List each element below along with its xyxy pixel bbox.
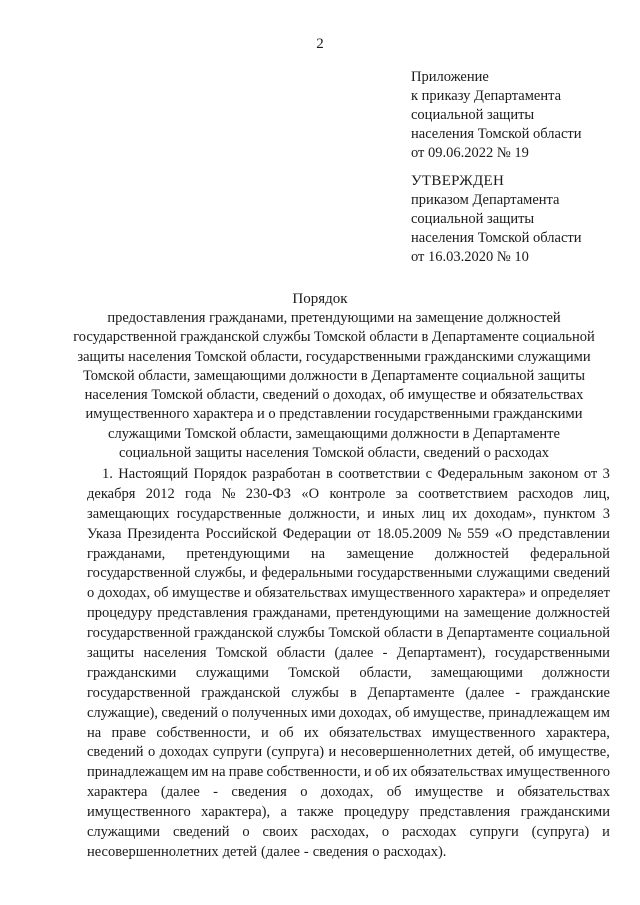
word: (далее [261,843,300,860]
word: декабря [87,485,136,502]
word: доходам», [474,505,537,522]
approval-line: населения Томской области [411,230,582,246]
word: гражданской [201,684,281,701]
word: Департамент), [396,645,486,662]
word: федеральной [530,545,610,562]
word: детей, [476,744,515,761]
subtitle-line: защиты населения Томской области, государственными гражданскими служащими [77,348,591,365]
word: должности, [288,505,360,522]
word: (супруга) [266,744,325,761]
paragraph-line [87,704,610,724]
word: федеральными [261,565,354,582]
word: - [303,843,309,860]
word: 230-ФЗ [245,485,292,502]
word: процедуру [344,804,410,821]
word: и [243,585,252,602]
word: имущественного [87,804,191,821]
appendix-line: социальной защиты [411,107,535,123]
subtitle-line: социальной защиты населения Томской области, сведений о расходах [118,445,550,462]
word: о [372,843,380,860]
paragraph-line [87,724,610,744]
paragraph-line [87,604,610,624]
word: о [221,704,229,721]
approval-line: от 16.03.2020 № 10 [411,249,529,265]
word: об [386,784,402,801]
word: а [280,804,287,821]
word: расходах). [383,843,447,860]
paragraph-line [87,664,610,684]
word: служащие), [87,704,158,721]
word: на [444,605,459,622]
word: об [395,704,410,721]
word: их [303,724,319,741]
word: имуществе [172,585,241,602]
word: имуществе [414,784,483,801]
paragraph-line [87,465,610,485]
paragraph-line [87,743,610,763]
paragraph-line [87,545,610,565]
word: сведений [172,824,230,841]
word: о [87,585,95,602]
word: должностей [535,605,610,622]
word: принадлежащем [488,704,590,721]
document-subtitle [58,309,610,463]
word: сведений [161,704,218,721]
word: на [87,724,102,741]
paragraph-line [87,763,610,783]
word: имущественного [431,724,536,741]
paragraph-line [87,783,610,803]
word: ими [311,704,336,721]
word: соответствии [338,466,421,482]
word: служащими [476,565,550,582]
word: об [278,724,294,741]
word: Департаменте [367,684,455,701]
word: представлении [518,525,610,542]
word: характера [87,784,148,801]
word: гражданскими [520,804,610,821]
word: от [357,525,371,542]
word: Порядок [193,466,247,482]
word: Томской [288,664,340,681]
word: в [325,466,333,482]
word: в [349,684,357,701]
paragraph-line [87,505,610,525]
appendix-line: к приказу Департамента [411,88,562,104]
approval-line: социальной защиты [411,211,535,227]
subtitle-line: Томской области, замещающими должности в Департаменте социальной защиты [82,367,586,384]
paragraph-line [87,525,610,545]
word: года [185,485,212,502]
word: разработан [252,466,321,482]
word: их [392,764,408,781]
word: полученных [232,704,308,721]
word: службы [291,684,339,701]
word: с [425,466,433,482]
word: сведения [312,843,369,860]
appendix-line: от 09.06.2022 № 19 [411,145,529,161]
word: служащими [87,824,161,841]
word: замещающими [430,664,523,681]
paragraph-line [87,644,610,664]
word: гражданской [194,625,274,642]
word: области, [359,664,412,681]
word: расходах, [310,824,370,841]
word: должностей [434,545,509,562]
word: № [221,485,236,502]
word: государственной [87,625,191,642]
word: об [374,764,390,781]
word: на [310,545,326,562]
word: (далее [160,784,200,801]
word: имущественного [506,764,610,781]
word: обязательствах [255,585,348,602]
word: Указа [87,525,122,542]
word: характера» [458,585,527,602]
word: обязательствах [410,764,504,781]
word: замещение [463,605,531,622]
paragraph-line [87,584,610,604]
word: принадлежащем [87,764,189,781]
subtitle-line: служащими Томской области, замещающими должности в Департаменте [108,425,560,442]
word: службы, [194,565,246,582]
word: и [367,505,375,522]
word: № [447,525,462,542]
word: праве [228,764,264,781]
word: детей [222,843,258,860]
subtitle-line: населения Томской области, сведений о доходах, об имуществе и обязательствах [84,387,584,404]
approval-heading: УТВЕРЖДЕН [411,173,505,189]
word: государственными [357,565,473,582]
appendix-block [411,68,631,163]
word: защиты [87,645,135,662]
word: замещающих [87,505,170,522]
word: службы [276,625,325,642]
word: им [592,704,610,721]
word: государственными [494,645,610,662]
approval-line: приказом Департамента [411,192,560,208]
word: характера, [545,724,610,741]
word: имущественного [351,585,455,602]
word: - [515,684,521,701]
word: претендующими [336,605,440,622]
word: должности [542,664,610,681]
word: пунктом [543,505,596,522]
word: и [260,724,269,741]
word: Томской [215,645,268,662]
word: им [191,764,209,781]
word: населения [143,645,207,662]
word: о [242,824,250,841]
word: об [153,585,169,602]
word: замещение [346,545,414,562]
word: своих [262,824,298,841]
word: и [363,764,372,781]
appendix-line: населения Томской области [411,126,582,142]
word: гражданами, [87,545,166,562]
word: имуществе, [413,704,485,721]
paragraph-line [87,624,610,644]
word: 3 [602,466,610,482]
paragraph-line [87,564,610,584]
word: обязательствах [329,724,422,741]
word: «О [494,525,513,542]
paragraph-line [87,823,610,843]
subtitle-line: государственной гражданской службы Томской области в Департаменте социальной [73,329,595,346]
word: государственной [87,684,191,701]
word: Настоящий [118,466,189,482]
word: собственности, [156,724,251,741]
word: (далее [334,645,374,662]
word: в [436,625,444,642]
word: служащими [195,664,269,681]
word: и [602,824,610,841]
word: несовершеннолетних [340,744,473,761]
document-title: Порядок [292,291,348,307]
word: иных [382,505,415,522]
word: Федеральным [437,466,524,482]
word: их [452,505,468,522]
word: от [583,466,598,482]
word: 18.05.2009 [376,525,442,542]
word: супруги [212,744,263,761]
word: Президента [127,525,200,542]
word: «О [301,485,320,502]
word: также [297,804,334,821]
word: - [213,784,219,801]
paragraph-line [87,803,610,823]
word: на [211,764,226,781]
word: процедуру [87,605,153,622]
word: области [383,625,433,642]
word: сведения [231,784,287,801]
word: государственной [87,565,191,582]
word: обязательствах [517,784,610,801]
paragraph-line [87,485,610,505]
appendix-line: Приложение [411,69,489,85]
word: о [300,784,308,801]
word: 1. [102,466,113,482]
word: представления [157,605,248,622]
word: имуществе, [538,744,610,761]
word: за [395,485,408,502]
word: представления [419,804,511,821]
word: Департаменте [446,625,534,642]
word: сведений [87,744,144,761]
word: о [147,744,156,761]
word: праве [111,724,147,741]
word: расходах [402,824,457,841]
word: характера), [201,804,271,821]
word: гражданскими [87,664,177,681]
word: области [276,645,326,662]
word: государственные [176,505,282,522]
paragraph-line [87,684,610,704]
word: сведений [553,565,610,582]
word: (супруга) [531,824,590,841]
word: контроле [329,485,386,502]
word: и [529,585,538,602]
paragraph-1 [87,465,610,863]
word: о [381,824,390,841]
word: Томской [328,625,381,642]
word: - [382,645,388,662]
word: расходов [518,485,574,502]
word: 2012 [145,485,175,502]
word: соответствием [418,485,508,502]
word: претендующими [186,545,290,562]
word: супруги [469,824,519,841]
word: социальной [537,625,610,642]
word: и [496,784,505,801]
subtitle-line: предоставления гражданами, претендующими на замещение должностей [107,310,561,326]
word: 3 [602,505,610,522]
word: Федерации [282,525,352,542]
word: (далее [465,684,505,701]
word: собственности, [266,764,361,781]
subtitle-line: имущественного характера и о представлении государственными гражданскими [85,406,583,423]
word: определяет [540,585,610,602]
word: несовершеннолетних [87,843,219,860]
word: 559 [467,525,489,542]
word: об [519,744,534,761]
word: гражданские [531,684,610,701]
word: доходах, [97,585,151,602]
word: гражданами, [252,605,332,622]
paragraph-line [87,843,610,863]
page-number: 2 [316,36,324,52]
word: лиц, [583,485,610,502]
word: доходах, [320,784,374,801]
approval-block [411,172,631,267]
word: лиц [422,505,445,522]
word: и [328,744,337,761]
word: законом [528,466,579,482]
word: Российской [205,525,277,542]
word: доходах [159,744,209,761]
word: доходах, [339,704,392,721]
word: и [249,565,258,582]
